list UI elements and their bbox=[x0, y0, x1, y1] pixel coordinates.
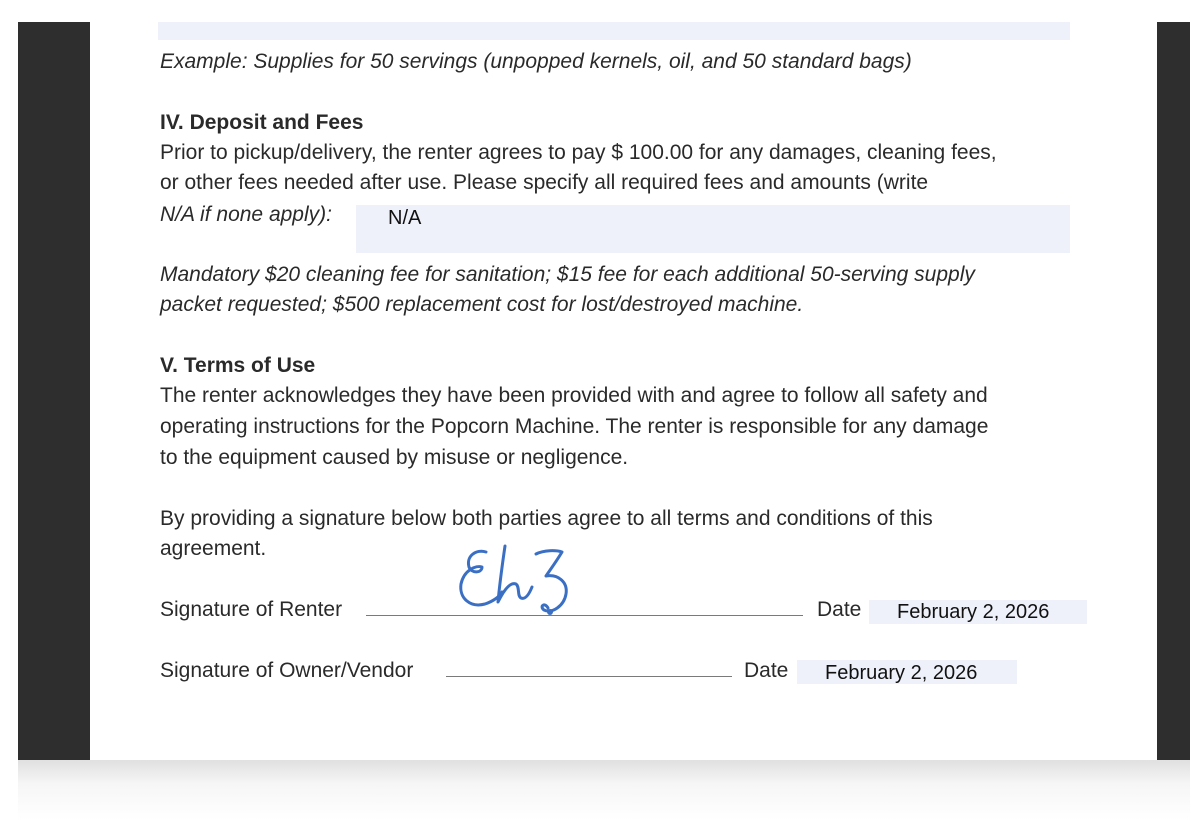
deposit-heading: IV. Deposit and Fees bbox=[160, 111, 364, 134]
owner-date-field[interactable] bbox=[797, 660, 1017, 684]
terms-heading: V. Terms of Use bbox=[160, 354, 316, 377]
owner-date-label: Date bbox=[744, 659, 789, 682]
fees-input-field[interactable] bbox=[356, 205, 1070, 253]
deposit-text-line-3: N/A if none apply): bbox=[160, 203, 332, 226]
deposit-text-line-1: Prior to pickup/delivery, the renter agrees to pay $ 100.00 for any damages, cleaning fees, bbox=[160, 141, 997, 164]
renter-date-value: February 2, 2026 bbox=[897, 601, 1050, 623]
owner-signature-line[interactable] bbox=[446, 676, 732, 677]
document-viewer-frame bbox=[18, 22, 1190, 760]
document-page bbox=[90, 22, 1157, 766]
fees-note-line-2: packet requested; $500 replacement cost for lost/destroyed machine. bbox=[160, 293, 804, 316]
renter-signature-label: Signature of Renter bbox=[160, 598, 343, 621]
terms-text-line-1: The renter acknowledges they have been provided with and agree to follow all safety and bbox=[160, 384, 988, 407]
terms-text-line-3: to the equipment caused by misuse or negligence. bbox=[160, 446, 629, 469]
frame-shadow bbox=[18, 760, 1190, 820]
deposit-text-line-2: or other fees needed after use. Please specify all required fees and amounts (write bbox=[160, 171, 929, 194]
renter-signature-image bbox=[452, 540, 592, 620]
owner-signature-label: Signature of Owner/Vendor bbox=[160, 659, 414, 682]
supplies-field[interactable] bbox=[158, 22, 1070, 40]
renter-date-field[interactable] bbox=[869, 600, 1087, 624]
fees-note-line-1: Mandatory $20 cleaning fee for sanitation; $15 fee for each additional 50-serving supply bbox=[160, 263, 975, 286]
agreement-text-line-1: By providing a signature below both parties agree to all terms and conditions of this bbox=[160, 507, 933, 530]
fees-input-value: N/A bbox=[388, 207, 422, 229]
terms-text-line-2: operating instructions for the Popcorn Machine. The renter is responsible for any damage bbox=[160, 415, 989, 438]
agreement-text-line-2: agreement. bbox=[160, 537, 267, 560]
renter-date-label: Date bbox=[817, 598, 862, 621]
example-note: Example: Supplies for 50 servings (unpopped kernels, oil, and 50 standard bags) bbox=[160, 50, 912, 73]
owner-date-value: February 2, 2026 bbox=[825, 662, 978, 684]
